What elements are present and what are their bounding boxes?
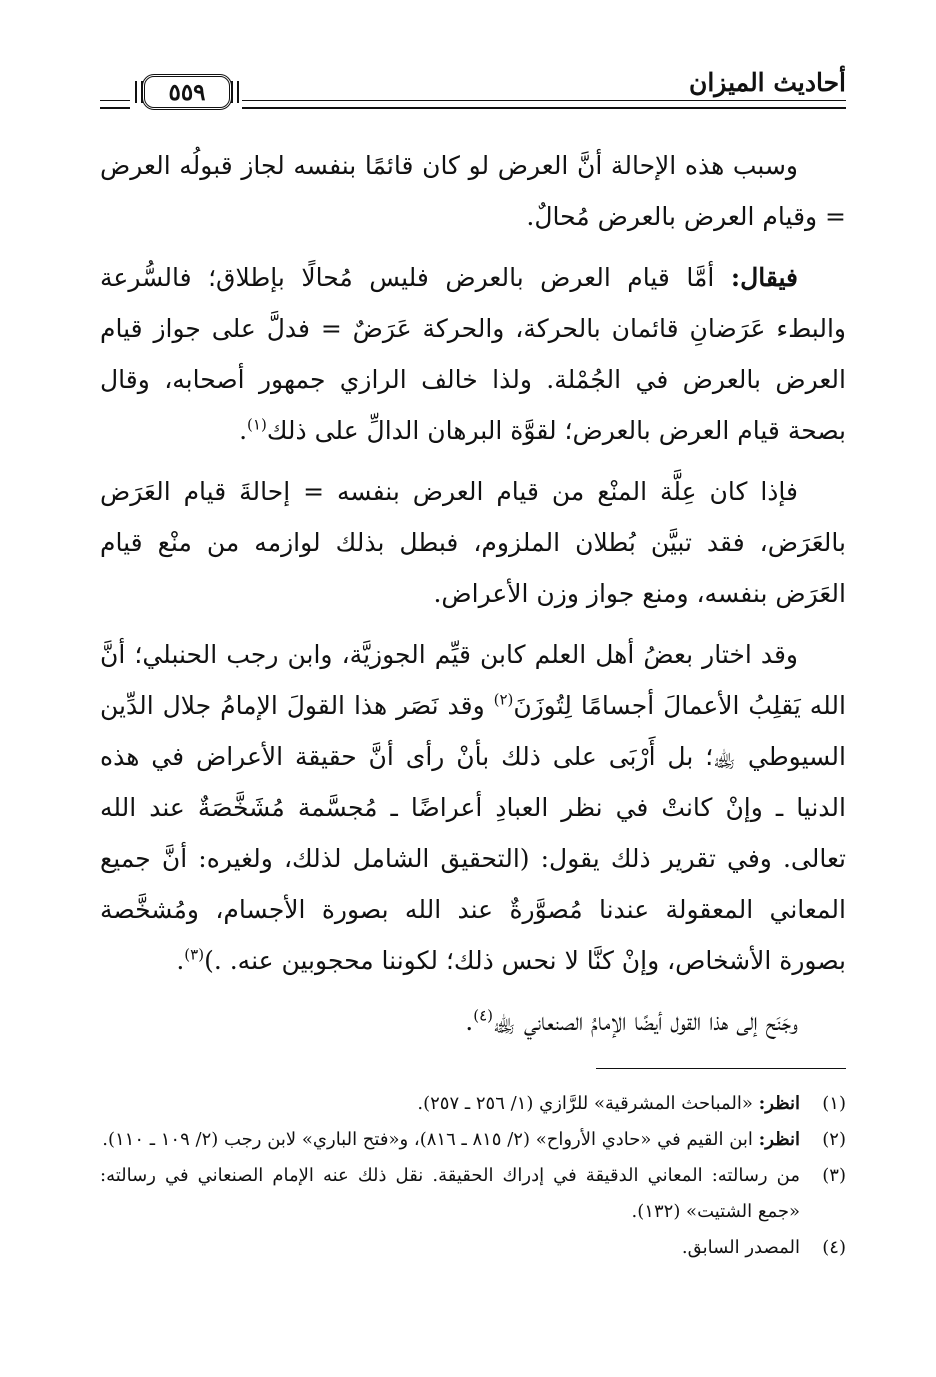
footnote-lead: انظر: — [758, 1093, 800, 1114]
footnote-body: «المباحث المشرقية» للرَّازي (١/ ٢٥٦ ـ ٢٥٧). — [417, 1093, 759, 1114]
paragraph-3 — [100, 466, 846, 619]
page-header — [100, 60, 846, 120]
footnote-4 — [100, 1230, 846, 1266]
paragraph-2 — [100, 252, 846, 456]
paragraph-text-a: وقد اختار بعضُ أهل العلم كابن قيِّم الجوزيَّة، وابن رجب الحنبلي؛ أنَّ الله يَقلِبُ الأعمالَ أجسامًا لِتُوزَنَ — [100, 640, 846, 720]
paragraph-text: أمَّا قيام العرض بالعرض فليس مُحالًا بإطلاق؛ فالسُّرعة والبطء عَرَضانِ قائمان بالحركة، والحركة عَرَضٌ = فدلَّ على جواز قيام العرض بالعرض في الجُمْلة. ولذا خالف الرازي جمهور أصحابه، وقال بصحة قيام العرض بالعرض؛ لقوَّة البرهان الدالِّ على ذلك — [100, 263, 846, 445]
paragraph-text-b: وقد نَصَر هذا القولَ الإمامُ جلال الدِّين السيوطي ﵀؛ بل أَرْبَى على ذلك بأنْ رأى أنَّ حقيقة الأعراض في هذه الدنيا ـ وإنْ كانتْ في نظر العبادِ أعراضًا ـ مُجسَّمة مُشَخَّصَةٌ عند الله تعالى. وفي تقرير ذلك يقول: (التحقيق الشامل لذلك، ولغيره: أنَّ جميع المعاني المعقولة عندنا مُصوَّرةٌ عند الله بصورة الأجسام، ومُشخَّصة بصورة الأشخاص، وإنْ كنَّا لا نحس ذلك؛ لكوننا محجوبين عنه. .) — [100, 691, 846, 975]
footnote-ref-4: (٤) — [473, 1006, 494, 1025]
paragraph-tail: . — [239, 416, 248, 445]
paragraph-4 — [100, 629, 846, 986]
paragraph-text: وسبب هذه الإحالة أنَّ العرض لو كان قائمًا بنفسه لجاز قبولُه العرض = وقيام العرض بالعرض مُحالٌ. — [100, 151, 846, 231]
page-number: ٥٥٩ — [142, 74, 232, 110]
footnote-body: من رسالته: المعاني الدقيقة في إدراك الحقيقة. نقل ذلك عنه الإمام الصنعاني في رسالته: «جمع الشتيت» (١٣٢). — [100, 1165, 800, 1222]
footnote-number: (٢) — [822, 1129, 846, 1150]
footnote-body: ابن القيم في «حادي الأرواح» (٢/ ٨١٥ ـ ٨١٦)، و«فتح الباري» لابن رجب (٢/ ١٠٩ ـ ١١٠). — [102, 1129, 759, 1150]
footnote-2 — [100, 1122, 846, 1158]
lead-word: فيقال: — [730, 263, 798, 292]
paragraph-5 — [100, 996, 846, 1047]
running-title: أحاديث الميزان — [688, 68, 846, 97]
footnote-lead: انظر: — [758, 1129, 800, 1150]
header-rule-right — [242, 100, 846, 109]
footnote-text — [100, 1230, 800, 1266]
footnotes — [100, 1086, 846, 1266]
footnote-number: (٣) — [822, 1165, 846, 1186]
paragraph-tail: . — [465, 1007, 474, 1036]
footnote-divider — [596, 1068, 846, 1069]
footnote-ref-3: (٣) — [184, 945, 205, 964]
footnote-3 — [100, 1158, 846, 1230]
footnote-1 — [100, 1086, 846, 1122]
paragraph-text: وجَنَح إلى هذا القول أيضًا الإمامُ الصنعاني ﵀ — [493, 1007, 798, 1036]
paragraph-tail: . — [176, 946, 185, 975]
footnote-body: المصدر السابق. — [681, 1237, 800, 1258]
footnote-text — [100, 1158, 800, 1230]
header-rule-left — [100, 100, 130, 109]
footnote-number: (١) — [822, 1093, 846, 1114]
main-text — [100, 140, 846, 1057]
footnote-number: (٤) — [822, 1237, 846, 1258]
footnote-text — [100, 1086, 800, 1122]
footnote-ref-2: (٢) — [493, 690, 514, 709]
footnote-text — [100, 1122, 800, 1158]
footnote-ref-1: (١) — [247, 415, 267, 434]
paragraph-1 — [100, 140, 846, 242]
paragraph-text: فإذا كان عِلَّة المنْع من قيام العرض بنفسه = إحالةَ قيام العَرَض بالعَرَض، فقد تبيَّن بُطلان الملزوم، فبطل بذلك لوازمه من منْع قيام العَرَض بنفسه، ومنع جواز وزن الأعراض. — [100, 477, 846, 608]
